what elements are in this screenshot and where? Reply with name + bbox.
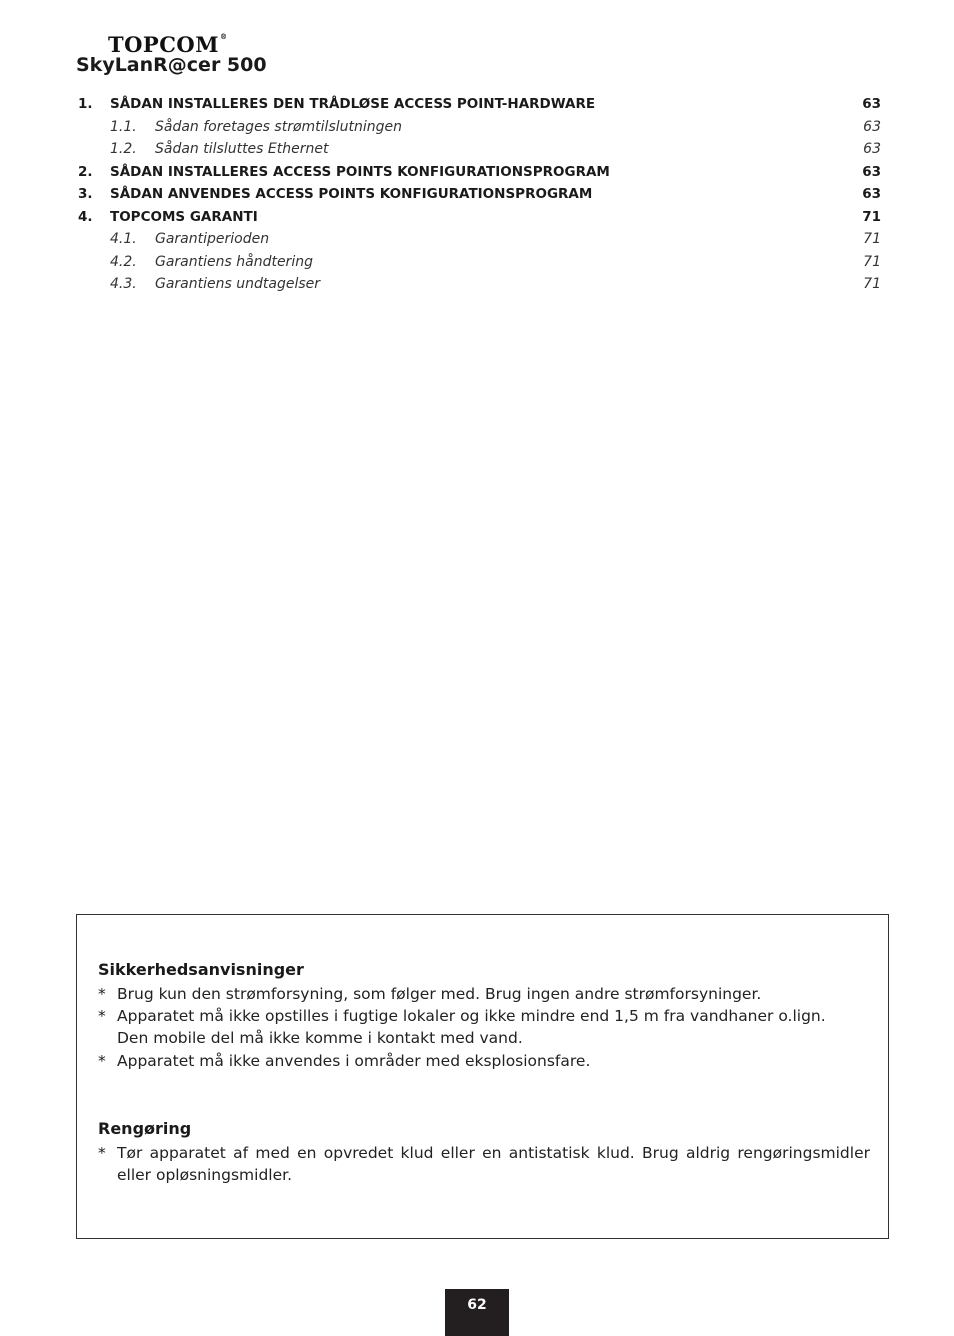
toc-entry-4-1[interactable] — [78, 228, 881, 251]
safety-item — [98, 1005, 870, 1027]
toc-number: 4.1. — [110, 231, 137, 247]
brand-name: TOPCOM — [108, 32, 219, 57]
toc-page: 71 — [863, 276, 881, 292]
cleaning-item — [98, 1142, 870, 1186]
toc-title: Garantiperioden — [155, 231, 270, 247]
toc-page: 71 — [863, 253, 881, 270]
bullet-star: * — [98, 1052, 106, 1070]
toc-title: SÅDAN ANVENDES ACCESS POINTS KONFIGURATIONSPROGRAM — [110, 186, 593, 202]
table-of-contents — [78, 93, 881, 296]
bullet-star: * — [98, 985, 106, 1003]
safety-item-text: Den mobile del må ikke komme i kontakt med vand. — [117, 1029, 523, 1047]
toc-page: 63 — [862, 96, 881, 112]
bullet-star: * — [98, 1007, 106, 1025]
toc-title: SÅDAN INSTALLERES ACCESS POINTS KONFIGURATIONSPROGRAM — [110, 163, 610, 180]
toc-entry-3[interactable] — [78, 183, 881, 206]
toc-page: 63 — [863, 141, 881, 157]
safety-item-text: Brug kun den strømforsyning, som følger med. Brug ingen andre strømforsyninger. — [117, 985, 762, 1003]
page-number: 62 — [445, 1289, 509, 1336]
toc-title: Garantiens undtagelser — [155, 276, 320, 292]
toc-page: 71 — [863, 231, 881, 247]
toc-page: 63 — [862, 186, 881, 202]
product-title: SkyLanR@cer 500 — [76, 54, 267, 76]
toc-number: 3. — [78, 186, 93, 202]
safety-item-continuation — [98, 1027, 870, 1049]
toc-number: 1.1. — [110, 118, 137, 135]
toc-number: 4.3. — [110, 276, 137, 292]
toc-number: 1. — [78, 96, 93, 112]
cleaning-heading: Rengøring — [98, 1119, 192, 1138]
safety-info-box — [76, 914, 889, 1239]
toc-title: SÅDAN INSTALLERES DEN TRÅDLØSE ACCESS POINT-HARDWARE — [110, 96, 596, 112]
toc-title: Garantiens håndtering — [155, 253, 313, 270]
toc-entry-4[interactable] — [78, 206, 881, 229]
safety-heading: Sikkerhedsanvisninger — [98, 960, 304, 979]
toc-title: Sådan foretages strømtilslutningen — [155, 118, 402, 135]
toc-entry-2[interactable] — [78, 161, 881, 184]
toc-number: 2. — [78, 163, 93, 180]
safety-item — [98, 1050, 870, 1072]
safety-item-text: Apparatet må ikke anvendes i områder med eksplosionsfare. — [117, 1052, 591, 1070]
toc-number: 4.2. — [110, 253, 137, 270]
toc-page: 63 — [863, 118, 881, 135]
toc-title: Sådan tilsluttes Ethernet — [155, 141, 329, 157]
registered-mark: ® — [219, 32, 228, 41]
toc-entry-1[interactable] — [78, 93, 881, 116]
toc-page: 63 — [862, 163, 881, 180]
toc-entry-1-1[interactable] — [78, 116, 881, 139]
toc-entry-4-3[interactable] — [78, 273, 881, 296]
toc-entry-1-2[interactable] — [78, 138, 881, 161]
cleaning-item-text: Tør apparatet af med en opvredet klud eller en antistatisk klud. Brug aldrig rengøringsmidler eller opløsningsmidler. — [117, 1144, 870, 1184]
toc-title: TOPCOMS GARANTI — [110, 208, 258, 225]
bullet-star: * — [98, 1144, 106, 1162]
safety-item-text: Apparatet må ikke opstilles i fugtige lokaler og ikke mindre end 1,5 m fra vandhaner o.lign. — [117, 1007, 826, 1025]
toc-entry-4-2[interactable] — [78, 251, 881, 274]
toc-page: 71 — [862, 208, 881, 225]
toc-number: 1.2. — [110, 141, 137, 157]
toc-number: 4. — [78, 208, 93, 225]
safety-item — [98, 983, 870, 1005]
